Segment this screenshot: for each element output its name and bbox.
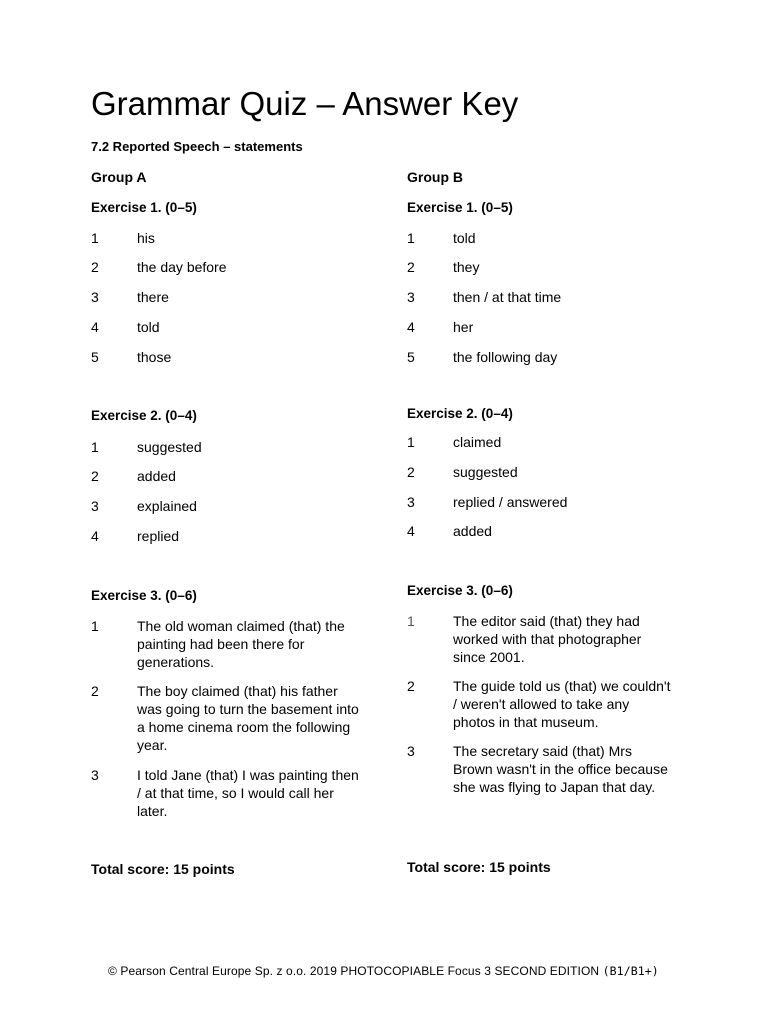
group-b-exercise-2-heading: Exercise 2. (0–4) <box>407 406 513 421</box>
page-subtitle: 7.2 Reported Speech – statements <box>91 139 303 154</box>
footer-level: (B1/B1+) <box>602 964 659 978</box>
group-a-heading: Group A <box>91 169 147 185</box>
group-b-total-score: Total score: 15 points <box>407 859 551 875</box>
group-a-exercise-2-heading: Exercise 2. (0–4) <box>91 408 197 423</box>
group-a-total-score: Total score: 15 points <box>91 861 235 877</box>
footer-copyright-text: © Pearson Central Europe Sp. z o.o. 2019 PHOTOCOPIABLE Focus 3 SECOND EDITION <box>108 964 603 978</box>
group-b-exercise-3-heading: Exercise 3. (0–6) <box>407 583 513 598</box>
group-b-heading: Group B <box>407 169 463 185</box>
group-a-exercise-3-heading: Exercise 3. (0–6) <box>91 588 197 603</box>
page-title: Grammar Quiz – Answer Key <box>91 85 519 122</box>
group-a-exercise-1-heading: Exercise 1. (0–5) <box>91 200 197 215</box>
group-b-exercise-1-heading: Exercise 1. (0–5) <box>407 200 513 215</box>
footer-copyright <box>108 964 659 978</box>
